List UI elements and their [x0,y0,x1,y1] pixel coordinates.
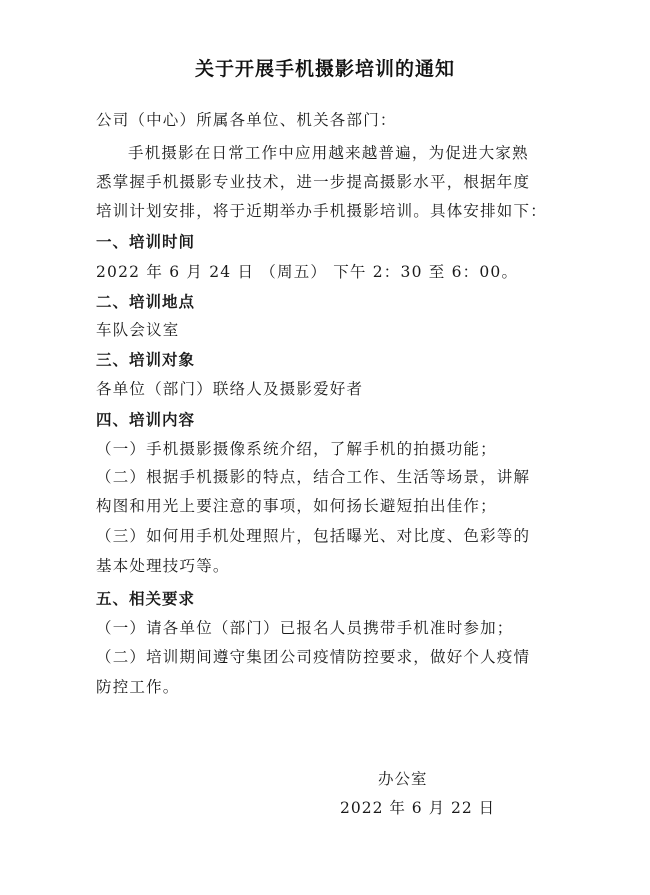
signature-date: 2022 年 6 月 22 日 [340,799,496,817]
intro-line-1: 手机摄影在日常工作中应用越来越普遍，为促进大家熟 [128,144,529,162]
content-line-2: （二）根据手机摄影的特点，结合工作、生活等场景，讲解 [96,468,531,486]
intro-line-3: 培训计划安排，将于近期举办手机摄影培训。具体安排如下： [96,202,547,220]
content-line-4: （三）如何用手机处理照片，包括曝光、对比度、色彩等的 [96,527,531,545]
requirements-line-3: 防控工作。 [96,678,180,696]
section-heading-content: 四、培训内容 [96,411,196,429]
content-line-5: 基本处理技巧等。 [96,557,230,575]
section-content-location: 车队会议室 [96,321,180,339]
content-line-3: 构图和用光上要注意的事项，如何扬长避短拍出佳作； [96,497,497,515]
section-heading-time: 一、培训时间 [96,233,196,251]
requirements-line-2: （二）培训期间遵守集团公司疫情防控要求，做好个人疫情 [96,648,531,666]
section-content-time: 2022 年 6 月 24 日 （周五） 下午 2：30 至 6：00。 [96,263,519,281]
section-heading-requirements: 五、相关要求 [96,590,196,608]
page-title: 关于开展手机摄影培训的通知 [194,58,455,80]
signature-office: 办公室 [378,770,428,788]
section-heading-audience: 三、培训对象 [96,351,196,369]
intro-line-2: 悉掌握手机摄影专业技术，进一步提高摄影水平，根据年度 [96,173,531,191]
section-heading-location: 二、培训地点 [96,293,196,311]
salutation: 公司（中心）所属各单位、机关各部门： [96,111,397,129]
content-line-1: （一）手机摄影摄像系统介绍，了解手机的拍摄功能； [96,440,497,458]
section-content-audience: 各单位（部门）联络人及摄影爱好者 [96,380,364,398]
requirements-line-1: （一）请各单位（部门）已报名人员携带手机准时参加； [96,619,514,637]
